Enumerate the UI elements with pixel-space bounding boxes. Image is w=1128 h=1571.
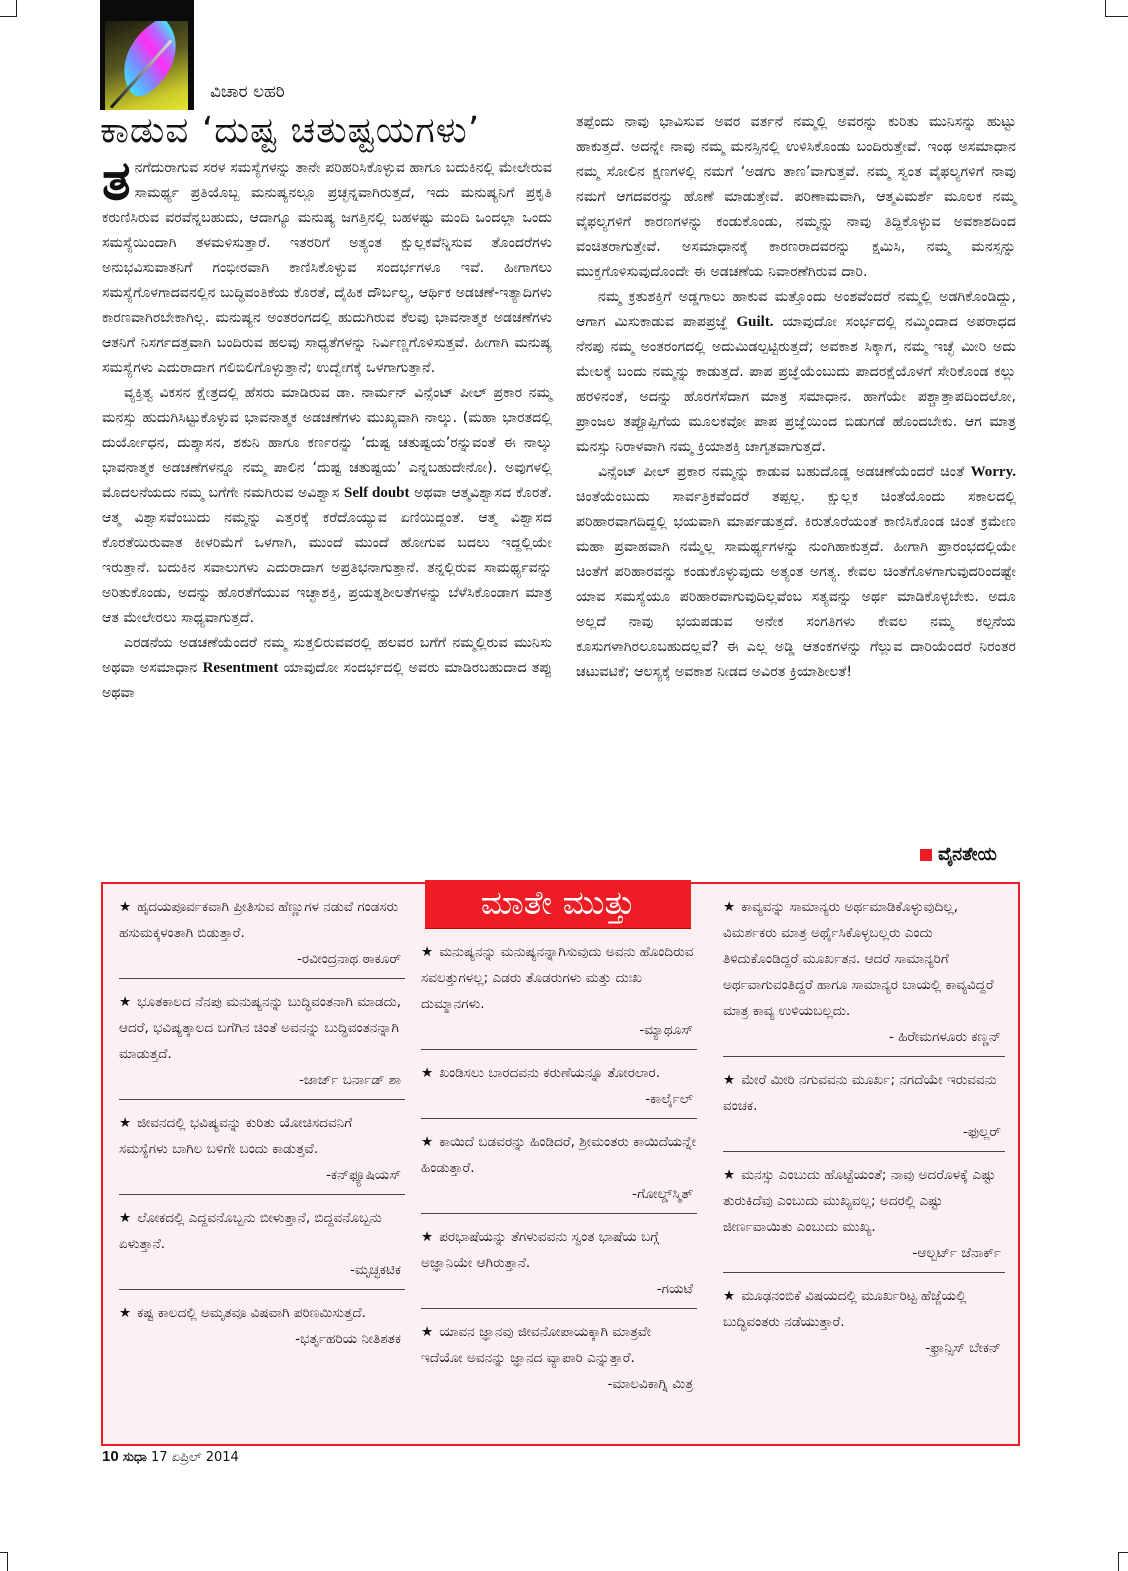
- quote-item: [421, 1309, 697, 1403]
- issue-date: 17 ಏಪ್ರಿಲ್ 2014: [151, 1450, 239, 1465]
- quote-item: [723, 1152, 1005, 1273]
- quote-item: [723, 1057, 1005, 1152]
- quote-text: ★ ಖಂಡಿಸಲು ಬಾರದವನು ಕರುಣೆಯನ್ನೂ ತೋರಲಾರ.: [421, 1065, 661, 1081]
- quotes-box: [101, 882, 1020, 1446]
- star-icon: ★: [119, 1210, 132, 1226]
- paragraph-4: ತಪ್ಪೆಂದು ನಾವು ಭಾವಿಸುವ ಅವರ ವರ್ತನೆ ನಮ್ಮಲ್ಲಿ ಅವರನ್ನು ಕುರಿತು ಮುನಿಸನ್ನು ಹುಟ್ಟು ಹಾಕುತ್ತದೆ. ಅದನ್ನೇ ನಾವು ನಮ್ಮ ಮನಸ್ಸಿನಲ್ಲಿ ಉಳಿಸಿಕೊಂಡು ಬಂದಿರುತ್ತೇವೆ. ಇಂಥ ಅಸಮಾಧಾನ ನಮ್ಮ ಸೋಲಿನ ಕ್ಷಣಗಳಲ್ಲಿ ನಮಗೆ ‘ಅಡಗು ತಾಣ’ವಾಗುತ್ತವೆ. ನಮ್ಮ ಸ್ವಂತ ವೈಫಲ್ಯಗಳಿಗೆ ನಾವು ನಮಗೆ ಆಗದವರನ್ನು ಹೊಣೆ ಮಾಡುತ್ತೇವೆ. ಪರಿಣಾಮವಾಗಿ, ಆತ್ಮವಿಮರ್ಶೆ ಮೂಲಕ ನಮ್ಮ ವೈಫಲ್ಯಗಳಿಗೆ ಕಾರಣಗಳನ್ನು ಕಂಡುಕೊಂಡು, ನಮ್ಮನ್ನು ನಾವು ತಿದ್ದಿಕೊಳ್ಳುವ ಅವಕಾಶದಿಂದ ವಂಚಿತರಾಗುತ್ತೇವೆ. ಅಸಮಾಧಾನಕ್ಕೆ ಕಾರಣರಾದವರನ್ನು ಕ್ಷಮಿಸಿ, ನಮ್ಮ ಮನಸ್ಸನ್ನು ಮುಕ್ತಗೊಳಿಸುವುದೊಂದೇ ಈ ಅಡಚಣೆಯ ನಿವಾರಣೆಗಿರುವ ದಾರಿ.: [576, 114, 1016, 280]
- star-icon: ★: [421, 1134, 434, 1150]
- paragraph-1: ತನಗೆದುರಾಗುವ ಸರಳ ಸಮಸ್ಯೆಗಳನ್ನು ತಾನೇ ಪರಿಹರಿಸಿಕೊಳ್ಳುವ ಹಾಗೂ ಬದುಕಿನಲ್ಲಿ ಮೇಲೇರುವ ಸಾಮರ್ಥ್ಯ ಪ್ರತಿಯೊಬ್ಬ ಮನುಷ್ಯನಲ್ಲೂ ಪ್ರಚ್ಛನ್ನವಾಗಿರುತ್ತದೆ, ಇದು ಮನುಷ್ಯನಿಗೆ ಪ್ರಕೃತಿ ಕರುಣಿಸಿರುವ ವರವೆನ್ನಬಹುದು, ಆದಾಗ್ಯೂ ಮನುಷ್ಯ ಜಗತ್ತಿನಲ್ಲಿ ಬಹಳಷ್ಟು ಮಂದಿ ಒಂದಲ್ಲಾ ಒಂದು ಸಮಸ್ಯೆಯಿಂದಾಗಿ ತಳಮಳಿಸುತ್ತಾರೆ. ಇತರರಿಗೆ ಅತ್ಯಂತ ಕ್ಷುಲ್ಲಕವೆನ್ನಿಸುವ ತೊಂದರೆಗಳು ಅನುಭವಿಸುವಾತನಿಗೆ ಗಂಭೀರವಾಗಿ ಕಾಣಿಸಿಕೊಳ್ಳುವ ಸಂದರ್ಭಗಳೂ ಇವೆ. ಹೀಗಾಗಲು ಸಮಸ್ಯೆಗೊಳಗಾದವನಲ್ಲಿನ ಬುದ್ಧಿವಂತಿಕೆಯ ಕೊರತೆ, ದೈಹಿಕ ದೌರ್ಬಲ್ಯ, ಆರ್ಥಿಕ ಅಡಚಣೆ-ಇತ್ಯಾದಿಗಳು ಕಾರಣವಾಗಿರಬೇಕಾಗಿಲ್ಲ. ಮನುಷ್ಯನ ಅಂತರಂಗದಲ್ಲಿ ಹುದುಗಿರುವ ಕೆಲವು ಭಾವನಾತ್ಮಕ ಅಡಚಣೆಗಳು ಆತನಿಗೆ ನಿಸರ್ಗದತ್ತವಾಗಿ ಬಂದಿರುವ ಹಲವು ಸಾಧ್ಯತೆಗಳನ್ನು ನಿರ್ವಿಣ್ಣಗೊಳಿಸುತ್ತವೆ. ಹೀಗಾಗಿ ಮನುಷ್ಯ ಸಮಸ್ಯೆಗಳು ಎದುರಾದಾಗ ಗಲಿಬಿಲಿಗೊಳ್ಳುತ್ತಾನೆ; ಉದ್ವೇಗಕ್ಕೆ ಒಳಗಾಗುತ್ತಾನೆ.: [102, 149, 552, 376]
- crop-mark-bottom-right: [1118, 1552, 1128, 1571]
- section-logo: [100, 0, 194, 110]
- quote-item: [421, 1119, 697, 1214]
- quote-item: [119, 884, 405, 979]
- star-icon: ★: [421, 1324, 434, 1340]
- quote-item: [119, 1100, 405, 1195]
- quote-item: [421, 929, 697, 1050]
- section-label: ವಿಚಾರ ಲಹರಿ: [210, 82, 285, 102]
- quote-author: -ಮಾಲವಿಕಾಗ್ನಿ ಮಿತ್ರ: [607, 1376, 693, 1392]
- paragraph-5: ನಮ್ಮ ಕ್ರತುಶಕ್ತಿಗೆ ಅಡ್ಡಗಾಲು ಹಾಕುವ ಮತ್ತೊಂದು ಅಂಶವೆಂದರೆ ನಮ್ಮಲ್ಲಿ ಅಡಗಿಕೊಂಡಿದ್ದು, ಆಗಾಗ ಮಿಸುಕಾಡುವ ಪಾಪಪ್ರಜ್ಞೆ Guilt. ಯಾವುದೋ ಸಂರ್ಭದಲ್ಲಿ ನಮ್ಮಿಂದಾದ ಅಪರಾಧದ ನೆನಪು ನಮ್ಮ ಅಂತರಂಗದಲ್ಲಿ ಅದುಮಿಡಲ್ಪಟ್ಟಿರುತ್ತದೆ; ಅವಕಾಶ ಸಿಕ್ಕಾಗ, ನಮ್ಮ ಇಚ್ಛೆ ಮೀರಿ ಅದು ಮೇಲಕ್ಕೆ ಬಂದು ನಮ್ಮನ್ನು ಕಾಡುತ್ತದೆ. ಪಾಪ ಪ್ರಜ್ಞೆಯೆಂಬುದು ಪಾದರಕ್ಷೆಯೊಳಗೆ ಸೇರಿಕೊಂಡ ಕಲ್ಲು ಹರಳಿನಂತೆ, ಅದನ್ನು ಹೊರಗೆಸೆದಾಗ ಮಾತ್ರ ಸಮಾಧಾನ. ಹಾಗೆಯೇ ಪಶ್ಚಾತ್ತಾಪದಿಂದಲೋ, ಪ್ರಾಂಜಲ ತಪ್ಪೊಪ್ಪಿಗೆಯ ಮೂಲಕವೋ ಪಾಪ ಪ್ರಜ್ಞೆಯಿಂದ ಬಿಡುಗಡೆ ಹೊಂದಬೇಕು. ಆಗ ಮಾತ್ರ ಮನಸ್ಸು ನಿರಾಳವಾಗಿ ನಮ್ಮ ಕ್ರಿಯಾಶಕ್ತಿ ಜಾಗೃತವಾಗುತ್ತದೆ.: [576, 289, 1017, 455]
- quote-text: ★ ಮನುಷ್ಯನನ್ನು ಮನುಷ್ಯನನ್ನಾಗಿಸುವುದು ಅವನು ಹೊಂದಿರುವ ಸವಲತ್ತುಗಳಲ್ಲ; ಎಡರು ತೊಡರುಗಳು ಮತ್ತು ದುಃಖ ದುಮ್ಮಾನಗಳು.: [421, 944, 694, 1012]
- star-icon: ★: [421, 1229, 434, 1245]
- star-icon: ★: [119, 994, 132, 1010]
- quote-text: ★ ಜೀವನದಲ್ಲಿ ಭವಿಷ್ಯವನ್ನು ಕುರಿತು ಯೋಚಿಸದವನಿಗೆ ಸಮಸ್ಯೆಗಳು ಬಾಗಿಲ ಬಳಿಗೇ ಬಂದು ಕಾಡುತ್ತವೆ.: [119, 1115, 353, 1157]
- quote-author: -ಗಯಟೆ: [656, 1281, 693, 1297]
- quote-author: -ಫುಲ್ಲರ್: [963, 1124, 1001, 1140]
- article-column-left: [102, 149, 553, 706]
- quote-text: ★ ಮೂಢನಂಬಿಕೆ ವಿಷಯದಲ್ಲಿ ಮೂರ್ಖರಿಟ್ಟ ಹೆಜ್ಜೆಯಲ್ಲಿ ಬುದ್ಧಿವಂತರು ನಡೆಯುತ್ತಾರೆ.: [723, 1288, 967, 1330]
- article-column-right: [576, 110, 1016, 685]
- quote-item: [421, 1214, 697, 1309]
- star-icon: ★: [119, 899, 132, 915]
- star-icon: ★: [421, 1065, 434, 1081]
- dropcap: ತ: [102, 149, 131, 212]
- paragraph-2: ವ್ಯಕ್ತಿತ್ವ ವಿಕಸನ ಕ್ಷೇತ್ರದಲ್ಲಿ ಹೆಸರು ಮಾಡಿರುವ ಡಾ. ನಾರ್ಮನ್ ವಿನ್ಸೆಂಟ್ ಪೀಲ್ ಪ್ರಕಾರ ನಮ್ಮ ಮನಸ್ಸು ಹುದುಗಿಸಿಟ್ಟುಕೊಳ್ಳುವ ಭಾವನಾತ್ಮಕ ಅಡಚಣೆಗಳು ಮುಖ್ಯವಾಗಿ ನಾಲ್ಕು. (ಮಹಾ ಭಾರತದಲ್ಲಿ ದುರ್ಯೋಧನ, ದುಶ್ಶಾಸನ, ಶಕುನಿ ಹಾಗೂ ಕರ್ಣರನ್ನು ‘ದುಷ್ಟ ಚತುಷ್ಟಯ’ರನ್ನುವಂತೆ ಈ ನಾಲ್ಕು ಭಾವನಾತ್ಮಕ ಅಡಚಣೆಗಳನ್ನೂ ನಮ್ಮ ಪಾಲಿನ ‘ದುಷ್ಟ ಚತುಷ್ಟಯ’ ಎನ್ನಬಹುದೇನೋ). ಅವುಗಳಲ್ಲಿ ಮೊದಲನೆಯದು ನಮ್ಮ ಬಗೆಗೇ ನಮಗಿರುವ ಅವಿಶ್ವಾಸ Self doubt ಅಥವಾ ಆತ್ಮವಿಶ್ವಾಸದ ಕೊರತೆ. ಆತ್ಮ ವಿಶ್ವಾಸವೆಂಬುದು ನಮ್ಮನ್ನು ಎತ್ತರಕ್ಕೆ ಕರೆದೊಯ್ಯುವ ಏಣಿಯಿದ್ದಂತೆ. ಆತ್ಮ ವಿಶ್ವಾಸದ ಕೊರತೆಯಿರುವಾತ ಕೀಳರಿಮೆಗೆ ಒಳಗಾಗಿ, ಮುಂದೆ ಮುಂದೆ ಹೋಗುವ ಬದಲು ಇದ್ದಲ್ಲಿಯೇ ಇರುತ್ತಾನೆ. ಬದುಕಿನ ಸವಾಲುಗಳು ಎದುರಾದಾಗ ಅಪ್ರತಿಭನಾಗುತ್ತಾನೆ. ತನ್ನಲ್ಲಿರುವ ಸಾಮರ್ಥ್ಯವನ್ನು ಅರಿತುಕೊಂಡು, ಅದನ್ನು ಹೊರತೆಗೆಯುವ ಇಚ್ಛಾಶಕ್ತಿ, ಪ್ರಯತ್ನಶೀಲತೆಗಳನ್ನು ಬೆಳೆಸಿಕೊಂಡಾಗ ಮಾತ್ರ ಆತ ಮೇಲೇರಲು ಸಾಧ್ಯವಾಗುತ್ತದೆ.: [102, 385, 553, 626]
- quote-text: ★ ಪರಭಾಷೆಯನ್ನು ತೆಗಳುವವನು ಸ್ವಂತ ಭಾಷೆಯ ಬಗ್ಗೆ ಅಜ್ಞಾನಿಯೇ ಆಗಿರುತ್ತಾನೆ.: [421, 1229, 659, 1271]
- article-headline: ಕಾಡುವ ‘ದುಷ್ಟ ಚತುಷ್ಟಯಗಳು’: [100, 110, 481, 151]
- quote-author: -ಮೃಚ್ಛಕಟಿಕ: [350, 1262, 401, 1278]
- crop-mark-top-left: [0, 0, 17, 17]
- quote-text: ★ ಕಾವ್ಯವನ್ನು ಸಾಮಾನ್ಯರು ಅರ್ಥಮಾಡಿಕೊಳ್ಳುವುದಿಲ್ಲ, ವಿಮರ್ಶಕರು ಮಾತ್ರ ಅರ್ಥೈಸಿಕೊಳ್ಳಬಲ್ಲರು ಎಂದು ತಿಳಿದುಕೊಂಡಿದ್ದರೆ ಮೂರ್ಖತನ. ಆದರೆ ಸಾಮಾನ್ಯರಿಗೆ ಅರ್ಥವಾಗುವಂತಿದ್ದರೆ ಹಾಗೂ ಸಾಮಾನ್ಯರ ಬಾಯಲ್ಲಿ ಕಾವ್ಯವಿದ್ದರೆ ಮಾತ್ರ ಕಾವ್ಯ ಉಳಿಯಬಲ್ಲದು.: [723, 899, 994, 1019]
- quote-author: -ಮ್ಯಾಥೂಸ್: [639, 1022, 693, 1038]
- quote-item: [723, 884, 1005, 1057]
- quotes-box-title: ಮಾತೇ ಮುತ್ತು: [425, 880, 691, 929]
- quote-item: [421, 1050, 697, 1119]
- magazine-name: ಸುಧಾ: [122, 1450, 147, 1465]
- quote-text: ★ ಮೇರೆ ಮೀರಿ ನಗುವವನು ಮೂರ್ಖ; ನಗದೆಯೇ ಇರುವವನು ವಂಚಕ.: [723, 1072, 997, 1114]
- page-footer: [102, 1448, 239, 1465]
- quote-item: [119, 1290, 405, 1358]
- quote-item: [119, 1195, 405, 1290]
- quote-text: ★ ಮನಸ್ಸು ಎಂಬುದು ಹೊಟ್ಟೆಯಂತೆ; ನಾವು ಅದರೊಳಕ್ಕೆ ಎಷ್ಟು ತುರುಕಿದೆವು ಎಂಬುದು ಮುಖ್ಯವಲ್ಲ; ಅದರಲ್ಲಿ ಎಷ್ಟು ಜೀರ್ಣವಾಯಿತು ಎಂಬುದು ಮುಖ್ಯ.: [723, 1167, 996, 1235]
- page-number: 10: [102, 1448, 119, 1465]
- feather-quill-icon: [105, 21, 188, 110]
- quote-text: ★ ಕಷ್ಟ ಕಾಲದಲ್ಲಿ ಅಮೃತವೂ ವಿಷವಾಗಿ ಪರಿಣಮಿಸುತ್ತದೆ.: [119, 1305, 366, 1321]
- quote-author: -ಆಲ್ಬರ್ಟ್ ಜೆನಾರ್ಕ್: [912, 1245, 1001, 1261]
- star-icon: ★: [723, 1072, 736, 1088]
- star-icon: ★: [119, 1115, 132, 1131]
- quote-author: -ರವೀಂದ್ರನಾಥ ಠಾಕೂರ್: [296, 951, 401, 967]
- quote-author: - ಹಿರೇಮಗಳೂರು ಕಣ್ಣನ್: [888, 1029, 1001, 1045]
- quotes-column-3: [723, 884, 1005, 1367]
- quote-item: [119, 979, 405, 1100]
- star-icon: ★: [119, 1305, 132, 1321]
- star-icon: ★: [723, 899, 736, 915]
- quotes-column-2: [421, 884, 697, 1403]
- star-icon: ★: [421, 944, 434, 960]
- quote-author: -ಕಾರ್ಲೈಲ್: [645, 1091, 693, 1107]
- quote-text: ★ ಕಾಯಿದೆ ಬಡವರನ್ನು ಹಿಂಡಿದರೆ, ಶ್ರೀಮಂತರು ಕಾಯಿದೆಯನ್ನೇ ಹಿಂಡುತ್ತಾರೆ.: [421, 1134, 697, 1176]
- quote-text: ★ ಹೃದಯಪೂರ್ವಕವಾಗಿ ಪ್ರೀತಿಸುವ ಹೆಣ್ಣುಗಳ ನಡುವೆ ಗಂಡಸರು ಹಸುಮಕ್ಕಳಂತಾಗಿ ಬಿಡುತ್ತಾರೆ.: [119, 899, 399, 941]
- term-guilt: Guilt.: [736, 314, 774, 330]
- author-byline: ವೈನತೇಯ: [920, 844, 997, 865]
- red-square-icon: [920, 849, 932, 861]
- term-worry: Worry.: [970, 464, 1016, 480]
- crop-mark-bottom-left: [0, 1552, 8, 1571]
- term-self-doubt: Self doubt: [344, 485, 410, 501]
- crop-mark-top-right: [1105, 0, 1128, 17]
- term-resentment: Resentment: [202, 660, 279, 676]
- quote-author: -ಫ್ರಾನ್ಸಿಸ್ ಬೇಕನ್: [925, 1340, 1001, 1356]
- paragraph-3: ಎರಡನೆಯ ಅಡಚಣೆಯೆಂದರೆ ನಮ್ಮ ಸುತ್ತಲಿರುವವರಲ್ಲಿ ಹಲವರ ಬಗೆಗೆ ನಮ್ಮಲ್ಲಿರುವ ಮುನಿಸು ಅಥವಾ ಅಸಮಾಧಾನ Resentment ಯಾವುದೋ ಸಂದರ್ಭದಲ್ಲಿ ಅವರು ಮಾಡಿರಬಹುದಾದ ತಪ್ಪು ಅಥವಾ: [102, 635, 552, 701]
- quote-author: -ಗೋಲ್ಡ್‌ಸ್ಮಿತ್: [632, 1186, 693, 1202]
- quote-text: ★ ಲೋಕದಲ್ಲಿ ಎದ್ದವನೊಬ್ಬನು ಬೀಳುತ್ತಾನೆ, ಬಿದ್ದವನೊಬ್ಬನು ಏಳುತ್ತಾನೆ.: [119, 1210, 382, 1252]
- quote-item: [723, 1273, 1005, 1367]
- quote-text: ★ ಯಾವನ ಜ್ಞಾನವು ಜೀವನೋಪಾಯಕ್ಕಾಗಿ ಮಾತ್ರವೇ ಇದೆಯೋ ಅವನನ್ನು ಜ್ಞಾನದ ವ್ಯಾಪಾರಿ ಎನ್ನುತ್ತಾರೆ.: [421, 1324, 652, 1366]
- star-icon: ★: [723, 1288, 736, 1304]
- quotes-column-1: [119, 884, 405, 1358]
- star-icon: ★: [723, 1167, 736, 1183]
- quote-author: -ಕನ್‌ಫ್ಯೂಷಿಯಸ್: [326, 1167, 401, 1183]
- quote-author: -ಭರ್ತೃಹರಿಯ ನೀತಿಶತಕ: [295, 1331, 401, 1347]
- paragraph-6: ವಿನ್ಸೆಂಟ್ ಪೀಲ್ ಪ್ರಕಾರ ನಮ್ಮನ್ನು ಕಾಡುವ ಬಹುದೊಡ್ಡ ಅಡಚಣೆಯೆಂದರೆ ಚಿಂತೆ Worry. ಚಿಂತೆಯೆಂಬುದು ಸಾರ್ವತ್ರಿಕವೆಂದರೆ ತಪ್ಪಲ್ಲ. ಕ್ಷುಲ್ಲಕ ಚಿಂತೆಯೊಂದು ಸಕಾಲದಲ್ಲಿ ಪರಿಹಾರವಾಗದಿದ್ದಲ್ಲಿ ಭಯವಾಗಿ ಮಾರ್ಪಡುತ್ತದೆ. ಕಿರುತೊರೆಯಂತೆ ಕಾಣಿಸಿಕೊಂಡ ಚಿಂತೆ ಕ್ರಮೇಣ ಮಹಾ ಪ್ರವಾಹವಾಗಿ ನಮ್ಮೆಲ್ಲ ಸಾಮರ್ಥ್ಯಗಳನ್ನು ನುಂಗಿಹಾಕುತ್ತದೆ. ಹೀಗಾಗಿ ಪ್ರಾರಂಭದಲ್ಲಿಯೇ ಚಿಂತೆಗೆ ಪರಿಹಾರವನ್ನು ಕಂಡುಕೊಳ್ಳುವುದು ಅತ್ಯಂತ ಅಗತ್ಯ. ಕೇವಲ ಚಿಂತೆಗೊಳಗಾಗುವುದರಿಂದಷ್ಟೇ ಯಾವ ಸಮಸ್ಯೆಯೂ ಪರಿಹಾರವಾಗುವುದಿಲ್ಲವೆಂಬ ಸತ್ಯವನ್ನು ಅರ್ಥ ಮಾಡಿಕೊಳ್ಳಬೇಕು. ಅದೂ ಅಲ್ಲದೆ ನಾವು ಭಯಪಡುವ ಅನೇಕ ಸಂಗತಿಗಳು ಕೇವಲ ನಮ್ಮ ಕಲ್ಪನೆಯ ಕೂಸುಗಳಾಗಿರಲೂಬಹುದಲ್ಲವೆ? ಈ ಎಲ್ಲ ಅಡ್ಡಿ ಆತಂಕಗಳನ್ನು ಗೆಲ್ಲುವ ದಾರಿಯೆಂದರೆ ನಿರಂತರ ಚಟುವಟಿಕೆ; ಆಲಸ್ಯಕ್ಕೆ ಅವಕಾಶ ನೀಡದ ಅವಿರತ ಕ್ರಿಯಾಶೀಲತೆ!: [576, 464, 1016, 680]
- quote-text: ★ ಭೂತಕಾಲದ ನೆನಪು ಮನುಷ್ಯನನ್ನು ಬುದ್ಧಿವಂತನಾಗಿ ಮಾಡದು, ಆದರೆ, ಭವಿಷ್ಯತ್ಕಾಲದ ಬಗೆಗಿನ ಚಿಂತೆ ಅವನನ್ನು ಬುದ್ಧಿವಂತನನ್ನಾಗಿ ಮಾಡುತ್ತದೆ.: [119, 994, 402, 1062]
- quote-author: -ಜಾರ್ಜ್ ಬರ್ನಾಡ್ ಶಾ: [299, 1072, 401, 1088]
